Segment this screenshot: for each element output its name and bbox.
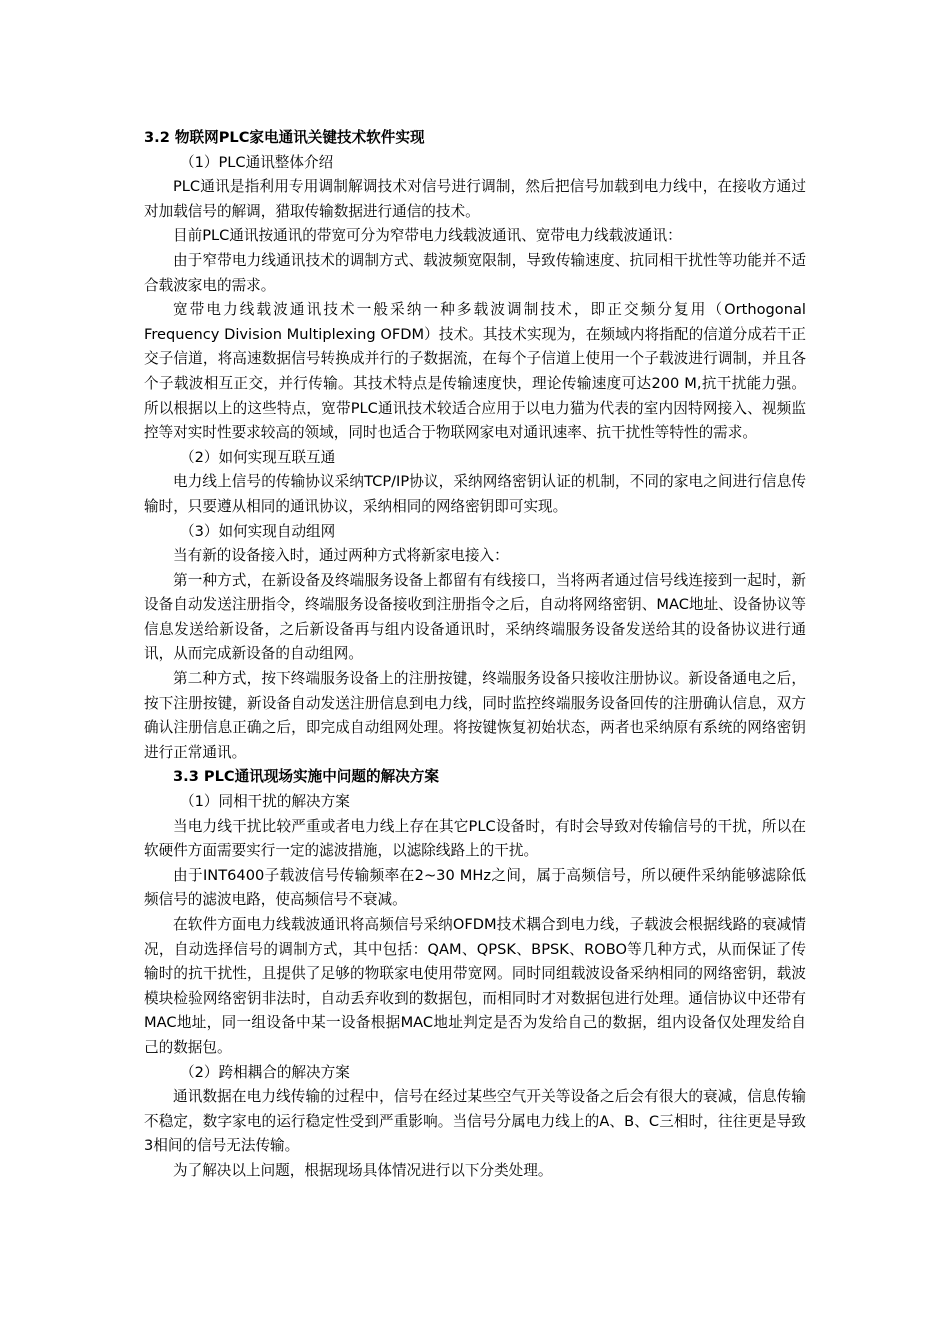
- paragraph: 宽带电力线载波通讯技术一般采纳一种多载波调制技术，即正交频分复用（Orthogonal Frequency Division Multiplexing OFDM）技术。其技术实现为，在频域内将指配的信道分成若干正交子信道，将高速数据信号转换成并行的子数据流，在每个子信道上使用一个子载波进行调制，并且各个子载波相互正交，并行传输。其技术特点是传输速度快，理论传输速度可达200 M,抗干扰能力强。所以根据以上的这些特点，宽带PLC通讯技术较适合应用于以电力猫为代表的室内因特网接入、视频监控等对实时性要求较高的领域，同时也适合于物联网家电对通讯速率、抗干扰性等特性的需求。: [144, 301, 806, 442]
- section-heading-3-3: 3.3 PLC通讯现场实施中问题的解决方案: [173, 768, 439, 786]
- paragraph: 在软件方面电力线载波通讯将高频信号采纳OFDM技术耦合到电力线，子载波会根据线路的衰减情况，自动选择信号的调制方式，其中包括：QAM、QPSK、BPSK、ROBO等几种方式，从而保证了传输时的抗干扰性，且提供了足够的物联家电使用带宽网。同时同组载波设备采纳相同的网络密钥，载波模块检验网络密钥非法时，自动丢弃收到的数据包，而相同时才对数据包进行处理。通信协议中还带有MAC地址，同一组设备中某一设备根据MAC地址判定是否为发给自己的数据，组内设备仅处理发给自己的数据包。: [144, 916, 806, 1056]
- paragraph: 通讯数据在电力线传输的过程中，信号在经过某些空气开关等设备之后会有很大的衰减，信息传输不稳定，数字家电的运行稳定性受到严重影响。当信号分属电力线上的A、B、C三相时，往往更是导致3相间的信号无法传输。: [144, 1088, 806, 1155]
- paragraph: 电力线上信号的传输协议采纳TCP/IP协议，采纳网络密钥认证的机制，不同的家电之间进行信息传输时，只要遵从相同的通讯协议，采纳相同的网络密钥即可实现。: [144, 473, 806, 515]
- subheading-auto-networking: （3）如何实现自动组网: [180, 522, 336, 540]
- paragraph: 第二种方式，按下终端服务设备上的注册按键，终端服务设备只接收注册协议。新设备通电之后，按下注册按键，新设备自动发送注册信息到电力线，同时监控终端服务设备回传的注册确认信息，双方确认注册信息正确之后，即完成自动组网处理。将按键恢复初始状态，两者也采纳原有系统的网络密钥进行正常通讯。: [144, 670, 806, 761]
- paragraph: 由于窄带电力线通讯技术的调制方式、载波频宽限制，导致传输速度、抗同相干扰性等功能并不适合载波家电的需求。: [144, 251, 806, 294]
- subheading-cross-phase-coupling: （2）跨相耦合的解决方案: [180, 1063, 350, 1081]
- subheading-plc-overview: （1）PLC通讯整体介绍: [180, 153, 334, 171]
- paragraph: 当电力线干扰比较严重或者电力线上存在其它PLC设备时，有时会导致对传输信号的干扰，所以在软硬件方面需要实行一定的滤波措施，以滤除线路上的干扰。: [144, 817, 806, 860]
- paragraph: 当有新的设备接入时，通过两种方式将新家电接入：: [173, 547, 509, 565]
- paragraph: 为了解决以上问题，根据现场具体情况进行以下分类处理。: [173, 1161, 553, 1179]
- paragraph: 第一种方式，在新设备及终端服务设备上都留有有线接口，当将两者通过信号线连接到一起时，新设备自动发送注册指令，终端服务设备接收到注册指令之后，自动将网络密钥、MAC地址、设备协议等信息发送给新设备，之后新设备再与组内设备通讯时，采纳终端服务设备发送给其的设备协议进行通讯，从而完成新设备的自动组网。: [144, 571, 806, 663]
- subheading-interconnection: （2）如何实现互联互通: [180, 448, 336, 466]
- subheading-in-phase-interference: （1）同相干扰的解决方案: [180, 793, 350, 811]
- section-heading-3-2: 3.2 物联网PLC家电通讯关键技术软件实现: [144, 129, 425, 146]
- paragraph: PLC通讯是指利用专用调制解调技术对信号进行调制，然后把信号加载到电力线中，在接收方通过对加载信号的解调，猎取传输数据进行通信的技术。: [144, 178, 806, 220]
- paragraph: 目前PLC通讯按通讯的带宽可分为窄带电力线载波通讯、宽带电力线载波通讯：: [173, 227, 682, 245]
- document-body: [144, 126, 806, 1184]
- paragraph: 由于INT6400子载波信号传输频率在2~30 MHz之间，属于高频信号，所以硬件采纳能够滤除低频信号的滤波电路，使高频信号不衰减。: [144, 866, 806, 909]
